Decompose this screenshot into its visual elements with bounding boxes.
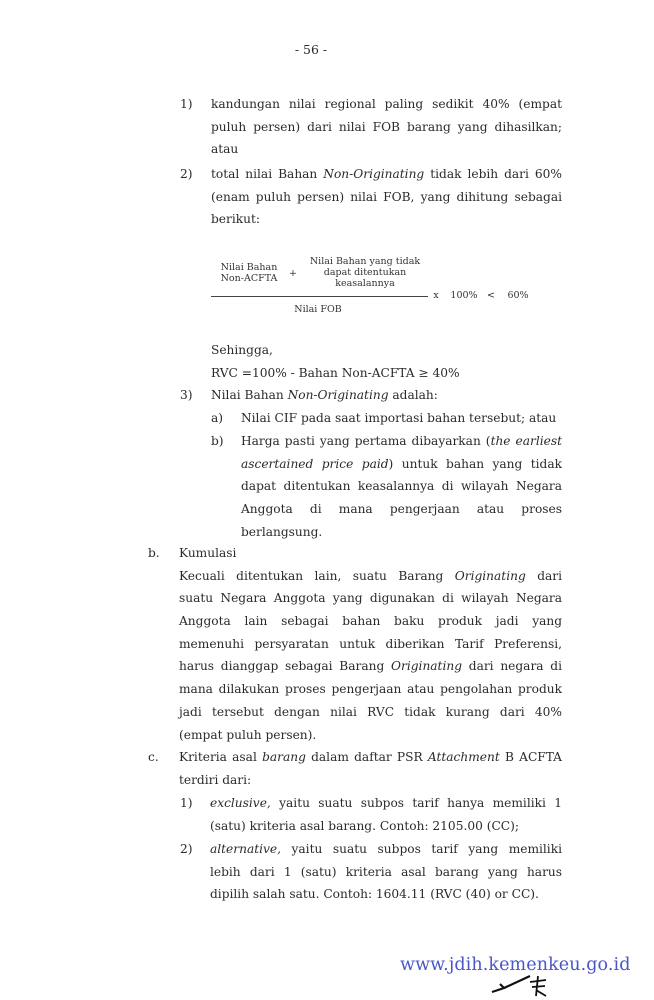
text: atau [211,142,239,157]
text-line [179,565,562,588]
signature-paraf [490,972,560,998]
text: Sehingga, [211,343,273,357]
text: Kriteria asal [179,750,263,764]
text-line [179,610,562,633]
text: Nilai CIF pada saat importasi bahan tersebut; atau [241,411,557,425]
sehingga-text [211,339,562,384]
section-b [179,542,562,746]
text-line [179,746,562,769]
text-line [241,475,562,498]
text: yaitu suatu subpos tarif yang memiliki [280,842,562,856]
text: dalam daftar PSR [305,750,428,764]
website-link[interactable]: www.jdih.kemenkeu.go.id [400,955,631,975]
text: dari negara di [462,659,562,674]
italic-text: exclusive, [210,796,271,810]
text-line [211,163,562,186]
list-number: 1) [180,97,193,111]
italic-text: Attachment [427,750,500,764]
text: total nilai Bahan [211,167,324,181]
text-line [210,815,562,838]
list-item-3a [241,407,562,430]
text-line [211,138,562,161]
italic-text: Non-Originating [323,167,425,181]
text-line [179,587,562,610]
text-line [211,384,562,407]
text: jadi tersebut dengan nilai RVC tidak kurang dari 40% [179,704,562,719]
text: dari [525,568,562,583]
italic-text: the earliest [490,434,562,448]
text: suatu Negara Anggota yang digunakan di wilayah Negara [179,591,562,606]
section-letter: c. [148,750,159,764]
text-line [211,93,562,116]
italic-text: Originating [454,568,526,583]
list-item-3 [211,384,562,407]
formula-limit: 60% [507,290,529,301]
formula-plus: + [289,268,297,279]
list-item-1 [211,93,562,161]
text-line [241,521,562,544]
text-line [210,883,562,906]
list-letter: a) [211,411,224,425]
criteria-exclusive [210,792,562,837]
text: berikut: [211,212,260,227]
text: Harga pasti yang pertama dibayarkan ( [241,434,491,448]
text: lebih dari 1 (satu) kriteria asal barang yang harus [210,864,562,879]
formula-term1: Nilai Bahan Non-ACFTA [220,262,278,284]
text: (satu) kriteria asal barang. Contoh: 2105.00 (CC); [210,818,519,833]
text-line [210,838,562,861]
text-line [179,655,562,678]
text: harus dianggap sebagai Barang [179,659,392,674]
text: dipilih salah satu. Contoh: 1604.11 (RVC (40) or CC). [210,887,539,902]
text: adalah: [388,388,438,402]
text: yaitu suatu subpos tarif hanya memiliki 1 [270,796,562,810]
text: Kumulasi [179,546,237,560]
text: (empat puluh persen). [179,727,317,742]
text: Kecuali ditentukan lain, suatu Barang [179,568,455,583]
text-line [211,362,562,385]
text: Anggota lain sebagai bahan baku produk jadi yang [179,614,562,629]
text: mana dilakukan proses pengerjaan atau pengolahan produk [179,682,562,697]
text: terdiri dari: [179,772,252,787]
text-line [241,498,562,521]
text: ) untuk bahan yang tidak [388,456,563,471]
text-line [179,769,562,792]
text-line [179,542,562,565]
list-letter: b) [211,434,224,448]
formula-less: < [487,290,495,301]
text-line [179,724,562,747]
text-line [210,792,562,815]
list-number: 2) [180,842,193,856]
text-line [179,701,562,724]
text-line [179,678,562,701]
text-line [211,186,562,209]
section-c [179,746,562,791]
text-line [241,430,562,453]
text: kandungan nilai regional paling sedikit 40% (empat [211,97,562,111]
text-line [211,208,562,231]
text: memenuhi persyaratan untuk diberikan Tarif Preferensi, [179,636,562,651]
text-line [211,339,562,362]
list-number: 2) [180,167,193,181]
italic-text: ascertained price paid [241,456,389,471]
list-number: 3) [180,388,193,402]
text-line [211,116,562,139]
text: B ACFTA [499,750,562,764]
text: RVC =100% - Bahan Non-ACFTA ≥ 40% [211,365,460,380]
formula-times: x [433,290,439,301]
formula-percent: 100% [450,290,478,301]
text-line [179,633,562,656]
list-item-2 [211,163,562,231]
formula-denominator: Nilai FOB [294,304,342,315]
list-item-3b [241,430,562,543]
text: Anggota di mana pengerjaan atau proses [241,502,562,517]
text: tidak lebih dari 60% [424,167,562,181]
section-letter: b. [148,546,160,560]
list-number: 1) [180,796,193,810]
text: puluh persen) dari nilai FOB barang yang dihasilkan; [211,119,562,134]
text-line [210,861,562,884]
italic-text: Non-Originating [287,388,389,402]
text: dapat ditentukan keasalannya di wilayah Negara [241,479,562,494]
italic-text: barang [262,750,306,764]
text-line [241,453,562,476]
text: (enam puluh persen) nilai FOB, yang dihitung sebagai [211,189,562,204]
text: Nilai Bahan [211,388,288,402]
criteria-alternative [210,838,562,906]
formula-term2: Nilai Bahan yang tidak dapat ditentukan keasalannya [309,256,421,289]
fraction-line [211,296,428,297]
text-line [241,407,562,430]
page-number: - 56 - [294,42,328,57]
italic-text: alternative, [210,842,281,856]
italic-text: Originating [391,659,463,674]
text: berlangsung. [241,524,323,539]
